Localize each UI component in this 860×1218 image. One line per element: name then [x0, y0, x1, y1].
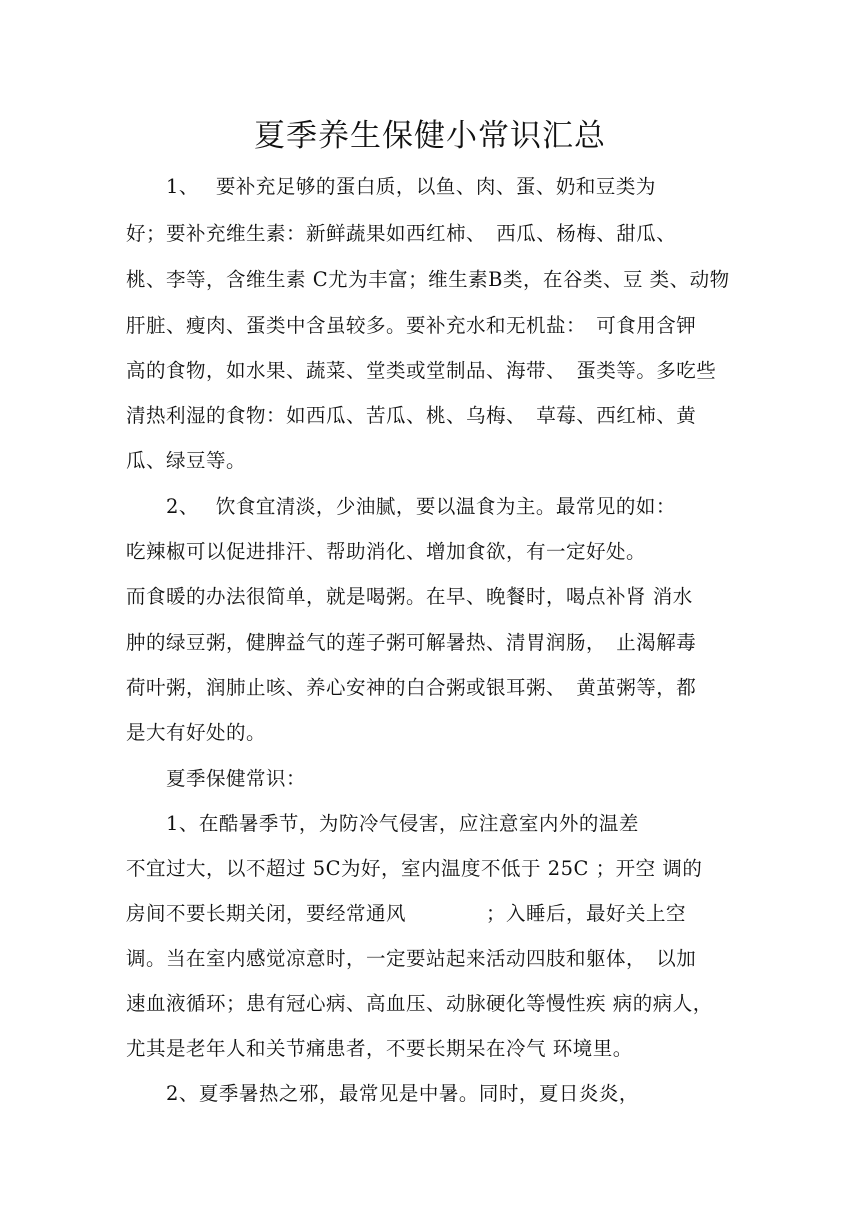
text-line: 吃辣椒可以促进排汗、帮助消化、增加食欲，有一定好处。 [126, 540, 647, 563]
text-line: 2、 饮食宜清淡，少油腻，要以温食为主。最常见的如： [126, 495, 676, 518]
text-line: 而食暖的办法很简单，就是喝粥。在早、晚餐时，喝点补肾 消水 [126, 585, 693, 608]
text-line: 荷叶粥，润肺止咳、养心安神的白合粥或银耳粥、 黄茧粥等，都 [126, 676, 697, 699]
text-line: 清热利湿的食物：如西瓜、苦瓜、桃、乌梅、 草莓、西红柿、黄 [126, 404, 697, 427]
text-line: 尤其是老年人和关节痛患者，不要长期呆在冷气 环境里。 [126, 1037, 633, 1060]
text-line: 桃、李等，含维生素 C尤为丰富；维生素B类，在谷类、豆 类、动物 [126, 268, 730, 291]
text-line: 不宜过大，以不超过 5C为好，室内温度不低于 25C ；开空 调的 [126, 857, 703, 880]
text-line: 房间不要长期关闭，要经常通风 ；入睡后，最好关上空 [126, 902, 687, 925]
document-title: 夏季养生保健小常识汇总 [254, 118, 606, 154]
text-line: 1、在酷暑季节，为防冷气侵害，应注意室内外的温差 [126, 812, 639, 835]
text-line: 好；要补充维生素：新鲜蔬果如西红柿、 西瓜、杨梅、甜瓜、 [126, 222, 677, 245]
text-line: 1、 要补充足够的蛋白质，以鱼、肉、蛋、奶和豆类为 [126, 175, 656, 198]
text-line: 2、夏季暑热之邪，最常见是中暑。同时，夏日炎炎， [126, 1082, 639, 1105]
text-line: 是大有好处的。 [126, 721, 267, 744]
text-line: 肝脏、瘦肉、蛋类中含虽较多。要补充水和无机盐： 可食用含钾 [126, 314, 697, 337]
text-line: 瓜、绿豆等。 [126, 449, 247, 472]
text-line: 调。当在室内感觉凉意时，一定要站起来活动四肢和躯体， 以加 [126, 947, 697, 970]
text-line: 高的食物，如水果、蔬菜、堂类或堂制品、海带、 蛋类等。多吃些 [126, 359, 717, 382]
text-line: 速血液循环；患有冠心病、高血压、动脉硬化等慢性疾 病的病人， [126, 992, 713, 1015]
text-line: 夏季保健常识： [126, 767, 307, 790]
text-line: 肿的绿豆粥，健脾益气的莲子粥可解暑热、清胃润肠， 止渴解毒 [126, 631, 697, 654]
